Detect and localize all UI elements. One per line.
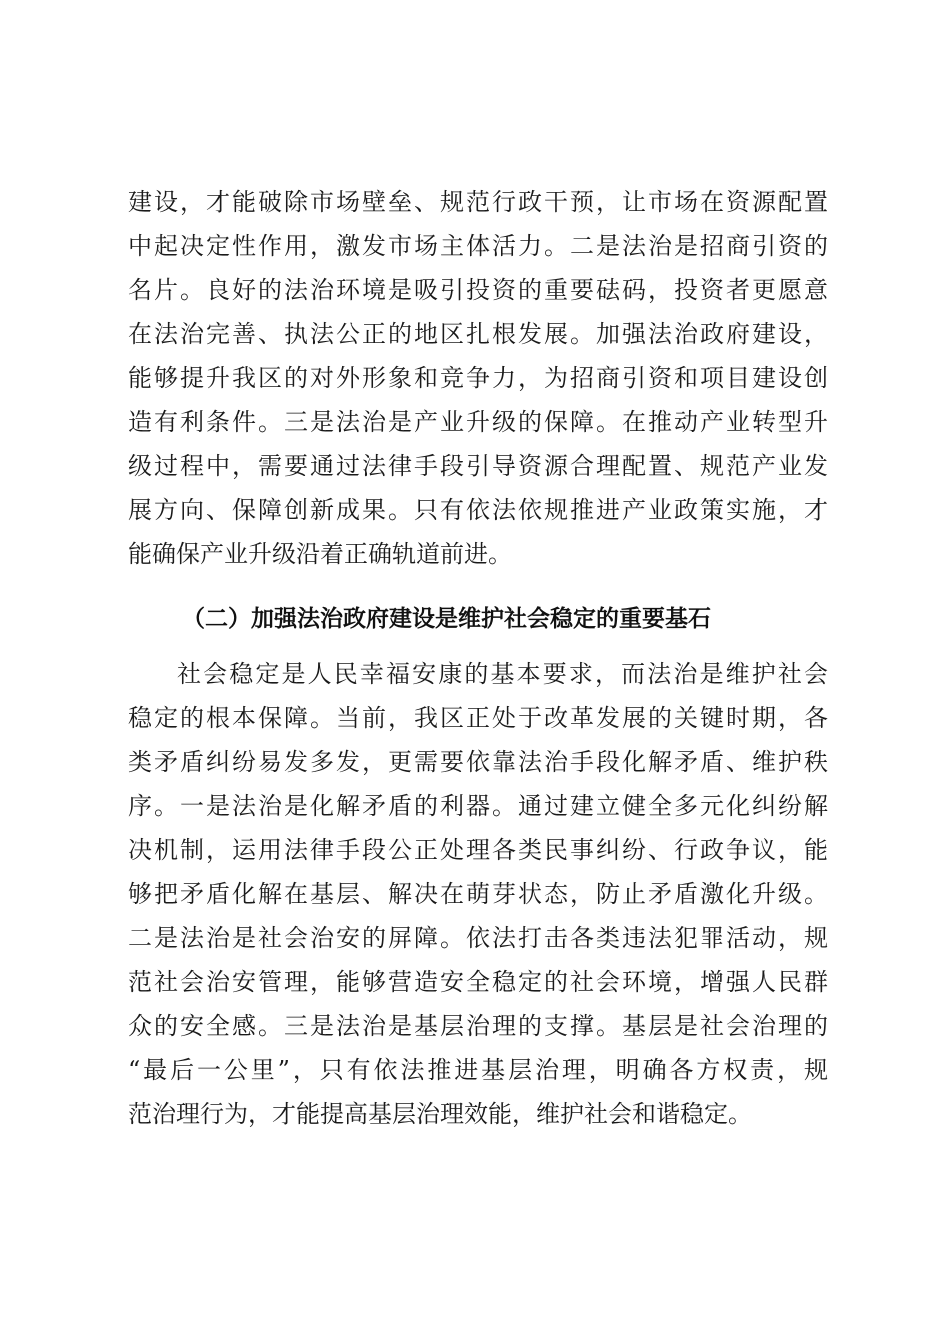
paragraph-1-line-4: 在法治完善、执法公正的地区扎根发展。加强法治政府建设， [128,320,828,348]
paragraph-2-line-1: 社会稳定是人民幸福安康的基本要求，而法治是维护社会 [177,660,828,688]
paragraph-1-line-8: 展方向、保障创新成果。只有依法依规推进产业政策实施，才 [128,496,828,524]
paragraph-2-line-3: 类矛盾纠纷易发多发，更需要依靠法治手段化解矛盾、维护秩 [128,748,828,776]
paragraph-1-line-5: 能够提升我区的对外形象和竞争力，为招商引资和项目建设创 [128,364,828,392]
paragraph-2-line-9: 众的安全感。三是法治是基层治理的支撑。基层是社会治理的 [128,1012,828,1040]
paragraph-1-line-9: 能确保产业升级沿着正确轨道前进。 [128,540,512,568]
paragraph-2-line-5: 决机制，运用法律手段公正处理各类民事纠纷、行政争议，能 [128,836,828,864]
paragraph-1-line-6: 造有利条件。三是法治是产业升级的保障。在推动产业转型升 [128,408,828,436]
paragraph-2-line-6: 够把矛盾化解在基层、解决在萌芽状态，防止矛盾激化升级。 [128,880,828,908]
paragraph-1-line-3: 名片。良好的法治环境是吸引投资的重要砝码，投资者更愿意 [128,276,828,304]
paragraph-1-line-1: 建设，才能破除市场壁垒、规范行政干预，让市场在资源配置 [128,188,828,216]
paragraph-2-line-7: 二是法治是社会治安的屏障。依法打击各类违法犯罪活动，规 [128,924,828,952]
paragraph-2-line-11: 范治理行为，才能提高基层治理效能，维护社会和谐稳定。 [128,1100,752,1128]
paragraph-2-line-4: 序。一是法治是化解矛盾的利器。通过建立健全多元化纠纷解 [128,792,828,820]
paragraph-1-line-2: 中起决定性作用，激发市场主体活力。二是法治是招商引资的 [128,232,828,260]
section-heading: （二）加强法治政府建设是维护社会稳定的重要基石 [182,606,711,632]
paragraph-2-line-10: “最后一公里”，只有依法推进基层治理，明确各方权责，规 [128,1056,828,1084]
paragraph-2-line-8: 范社会治安管理，能够营造安全稳定的社会环境，增强人民群 [128,968,828,996]
paragraph-1-line-7: 级过程中，需要通过法律手段引导资源合理配置、规范产业发 [128,452,828,480]
paragraph-2-line-2: 稳定的根本保障。当前，我区正处于改革发展的关键时期，各 [128,704,828,732]
